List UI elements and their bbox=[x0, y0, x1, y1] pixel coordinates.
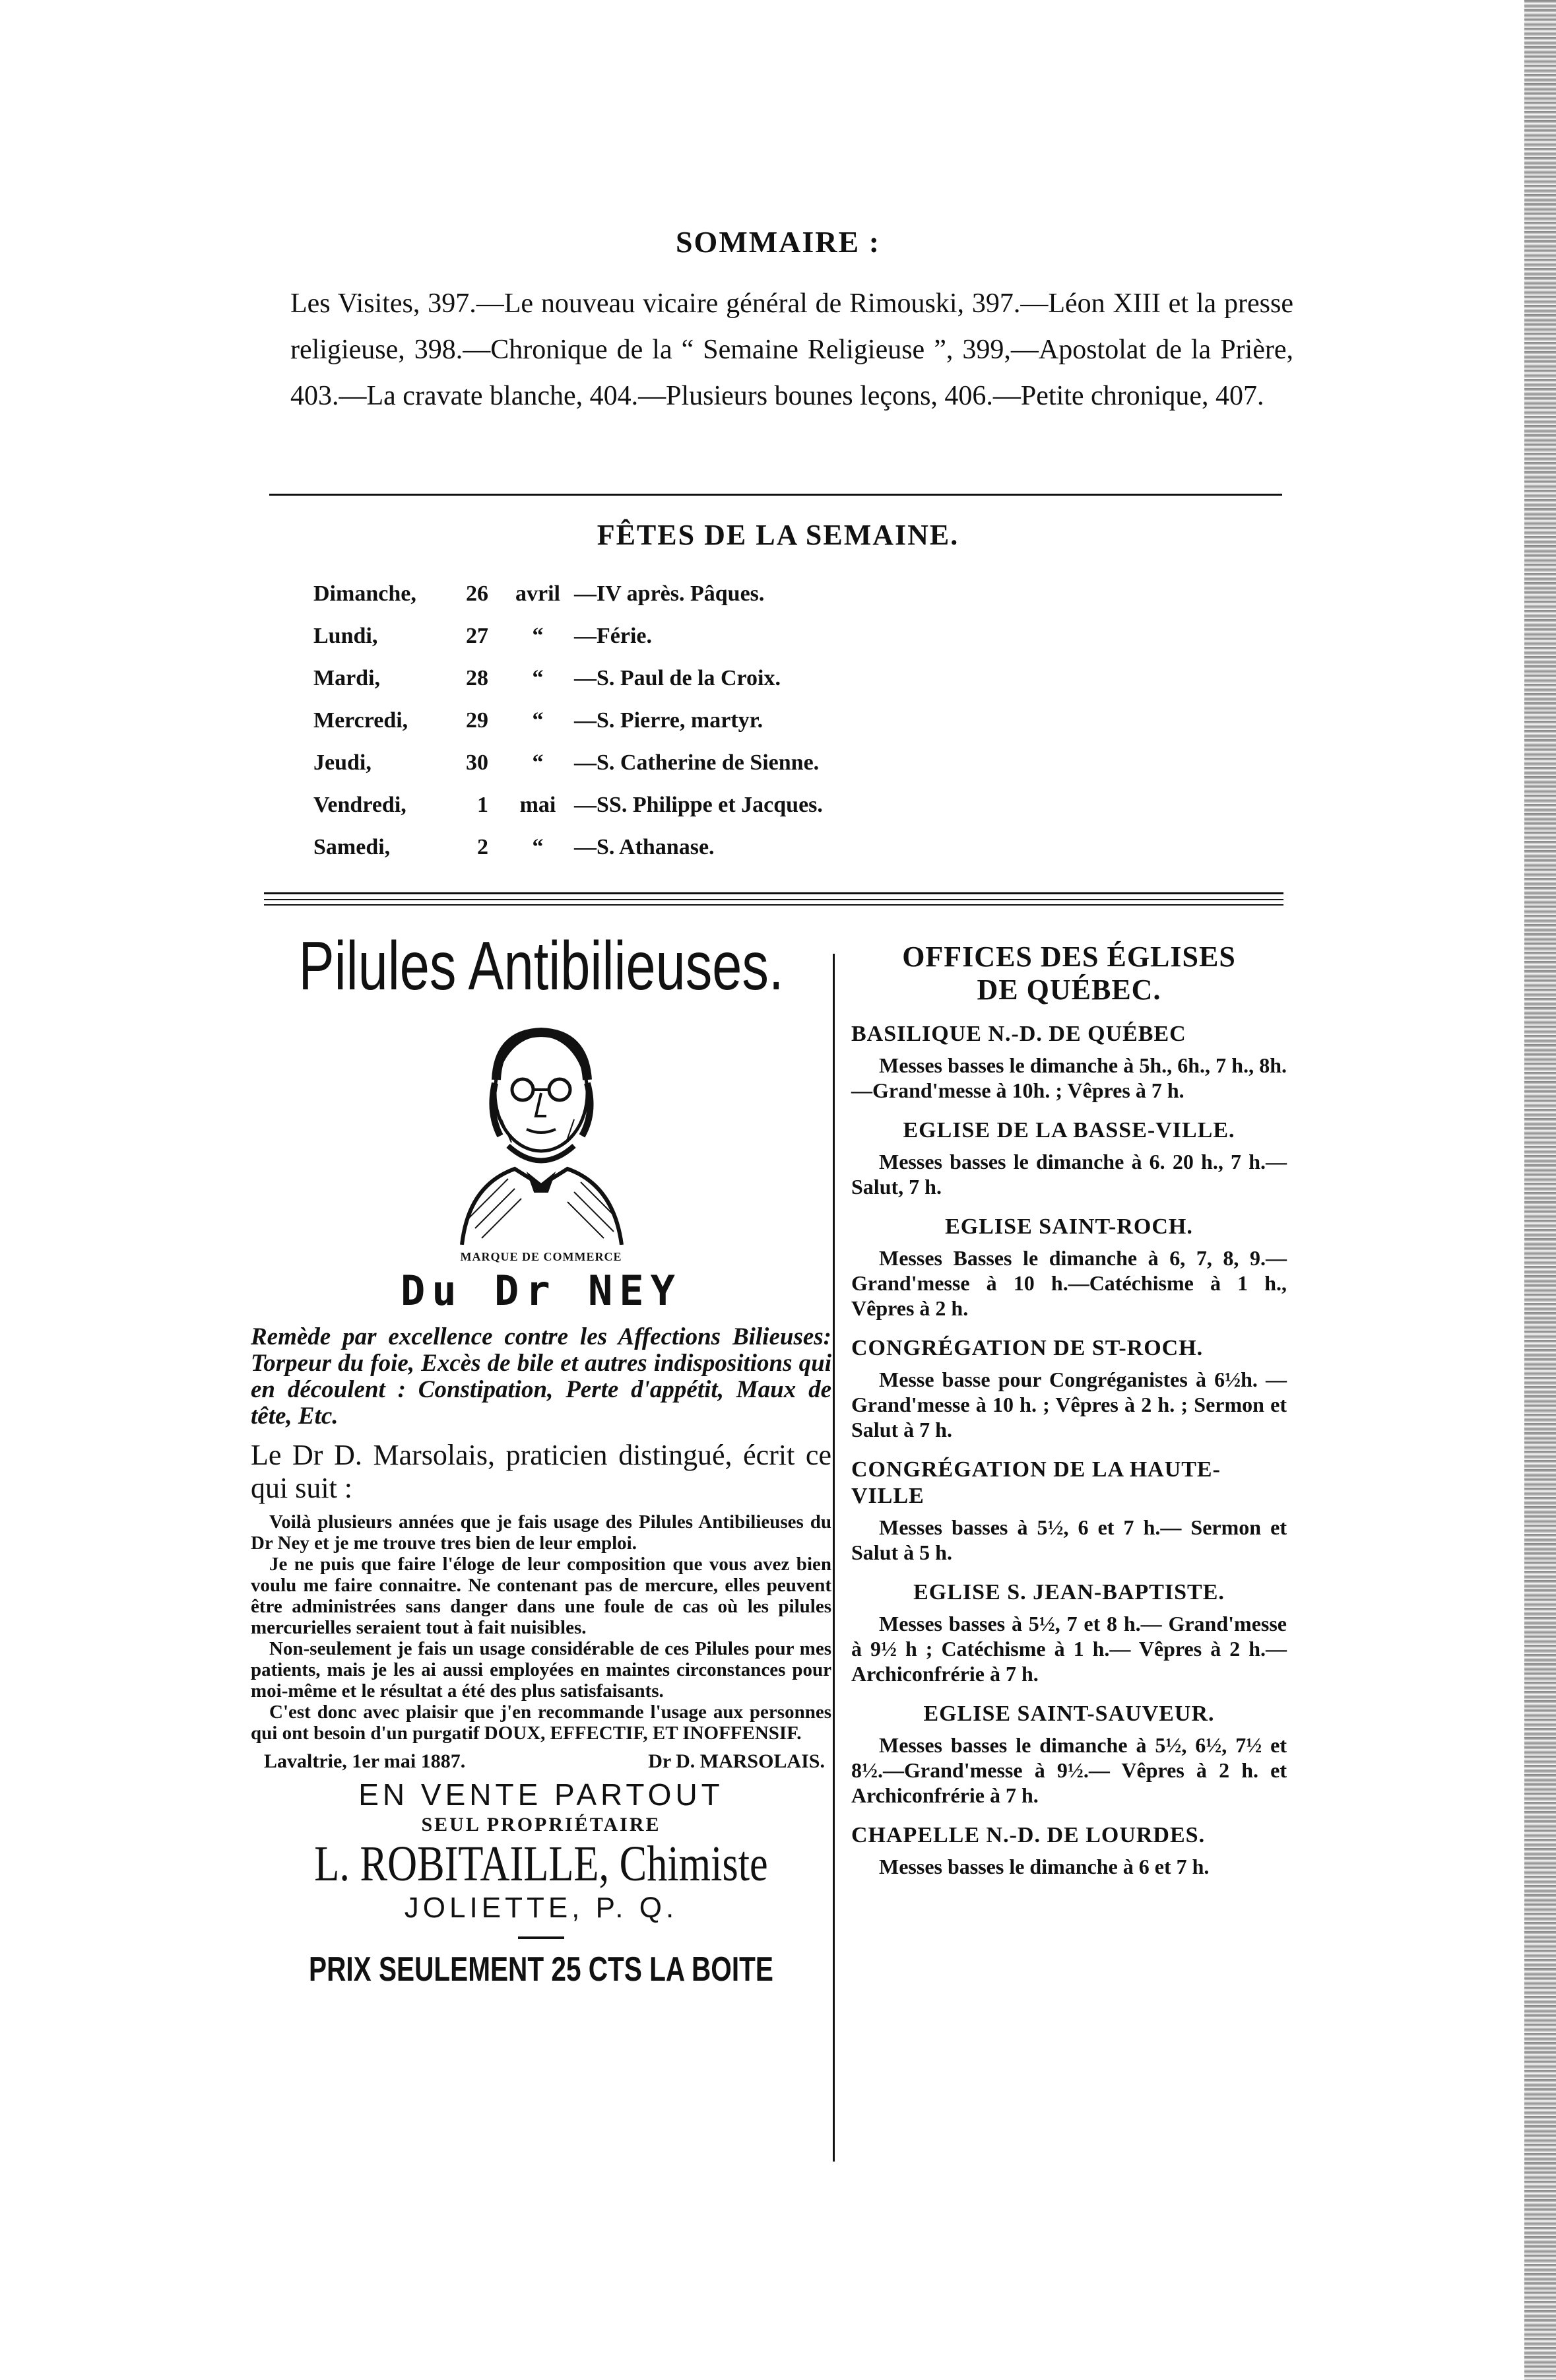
testimonial-paragraph: Je ne puis que faire l'éloge de leur composition que vous avez bien voulu me faire connaitre. Ne contenant pas de mercure, elles peuvent être administrées sans danger dans une foule de cas où les pilules mercurielles seraient tout à fait nuisibles. bbox=[251, 1554, 831, 1638]
church-list bbox=[851, 1021, 1287, 1879]
testimonial bbox=[251, 1511, 831, 1744]
feast-day: Mardi, bbox=[313, 666, 381, 690]
feast-num: 30 bbox=[466, 750, 488, 775]
feast-feast: —S. Paul de la Croix. bbox=[574, 666, 781, 690]
feast-month: “ bbox=[532, 835, 544, 859]
church-entry bbox=[851, 1214, 1287, 1321]
church-entry bbox=[851, 1335, 1287, 1442]
church-name: CONGRÉGATION DE LA HAUTE-VILLE bbox=[851, 1457, 1221, 1508]
price-rule bbox=[518, 1936, 564, 1939]
signature-place: Lavaltrie, 1er mai 1887. bbox=[264, 1750, 466, 1772]
church-hours: Messes basses à 5½, 6 et 7 h.— Sermon et Salut à 5 h. bbox=[851, 1515, 1287, 1564]
feast-feast: —Férie. bbox=[574, 624, 652, 648]
feast-num: 27 bbox=[466, 624, 488, 648]
portrait-engraving bbox=[449, 1020, 633, 1245]
church-name: EGLISE SAINT-SAUVEUR. bbox=[923, 1702, 1215, 1726]
church-entry bbox=[851, 1579, 1287, 1686]
double-divider-top bbox=[264, 892, 1283, 894]
feast-month: “ bbox=[532, 624, 544, 648]
feast-num: 29 bbox=[466, 708, 488, 733]
church-hours: Messes basses le dimanche à 6. 20 h., 7 h.—Salut, 7 h. bbox=[851, 1150, 1287, 1199]
sommaire-text: Les Visites, 397.—Le nouveau vicaire général de Rimouski, 397.—Léon XIII et la presse religieuse, 398.—Chronique de la “ Semaine Religieuse ”, 399,—Apostolat de la Prière, 403.—La cravate blanche, 404.—Plusieurs bounes leçons, 406.—Petite chronique, 407. bbox=[290, 288, 1293, 411]
church-name: CONGRÉGATION DE ST-ROCH. bbox=[851, 1336, 1204, 1360]
testimonial-paragraph: Non-seulement je fais un usage considérable de ces Pilules pour mes patients, mais je les ai aussi employées en maintes circonstances pour moi-même et le résultat a été des plus satisfaisants. bbox=[251, 1638, 831, 1702]
church-entry bbox=[851, 1021, 1287, 1103]
church-entry bbox=[851, 1822, 1287, 1879]
double-divider-third bbox=[264, 904, 1283, 906]
price: PRIX SEULEMENT 25 CTS LA BOITE bbox=[309, 1950, 773, 1989]
feast-feast: —S. Pierre, martyr. bbox=[574, 708, 763, 733]
feast-row bbox=[313, 784, 823, 826]
feast-row bbox=[313, 573, 823, 615]
church-hours: Messes basses le dimanche à 5h., 6h., 7 h., 8h.—Grand'messe à 10h. ; Vêpres à 7 h. bbox=[851, 1053, 1287, 1102]
double-divider-bottom bbox=[264, 899, 1283, 900]
feast-month: “ bbox=[532, 666, 544, 690]
offices-title bbox=[851, 941, 1287, 1007]
church-hours: Messes basses le dimanche à 6 et 7 h. bbox=[879, 1855, 1210, 1878]
feast-feast: —S. Catherine de Sienne. bbox=[574, 750, 820, 775]
testimonial-intro: Le Dr D. Marsolais, praticien distingué, écrit ce qui suit : bbox=[251, 1439, 831, 1504]
feast-month: “ bbox=[532, 750, 544, 775]
ad-title: Pilules Antibilieuses. bbox=[298, 928, 784, 1005]
feast-day: Jeudi, bbox=[313, 750, 372, 775]
feast-row bbox=[313, 826, 823, 869]
column-separator bbox=[833, 954, 835, 2162]
offices-title-line2: DE QUÉBEC. bbox=[977, 974, 1161, 1006]
scan-edge bbox=[1524, 0, 1556, 2380]
feast-feast: —SS. Philippe et Jacques. bbox=[574, 793, 823, 817]
feast-row bbox=[313, 700, 823, 742]
proprietor-city: JOLIETTE, P. Q. bbox=[404, 1892, 678, 1924]
church-hours: Messes basses le dimanche à 5½, 6½, 7½ et 8½.—Grand'messe à 9½.— Vêpres à 2 h. et Archiconfrérie à 7 h. bbox=[851, 1733, 1287, 1807]
feast-month: avril bbox=[515, 581, 560, 606]
signature-name: Dr D. MARSOLAIS. bbox=[648, 1750, 825, 1772]
church-entry bbox=[851, 1457, 1287, 1565]
feast-row bbox=[313, 742, 823, 784]
feast-day: Samedi, bbox=[313, 835, 391, 859]
advertisement bbox=[251, 927, 831, 1989]
offices-column bbox=[851, 941, 1287, 1879]
proprietor-name: L. ROBITAILLE, Chimiste bbox=[314, 1836, 768, 1892]
feast-month: mai bbox=[519, 793, 556, 817]
feast-num: 28 bbox=[466, 666, 488, 690]
fetes-title: FÊTES DE LA SEMAINE. bbox=[597, 519, 959, 551]
testimonial-paragraph: C'est donc avec plaisir que j'en recommande l'usage aux personnes qui ont besoin d'un purgatif DOUX, EFFECTIF, ET INOFFENSIF. bbox=[251, 1702, 831, 1744]
feast-num: 2 bbox=[477, 835, 488, 859]
testimonial-paragraph: Voilà plusieurs années que je fais usage des Pilules Antibilieuses du Dr Ney et je me trouve tres bien de leur emploi. bbox=[251, 1511, 831, 1554]
church-name: CHAPELLE N.-D. DE LOURDES. bbox=[851, 1823, 1206, 1847]
church-name: EGLISE SAINT-ROCH. bbox=[945, 1214, 1193, 1239]
offices-title-line1: OFFICES DES ÉGLISES bbox=[902, 941, 1236, 973]
feast-day: Mercredi, bbox=[313, 708, 408, 733]
feast-row bbox=[313, 657, 823, 700]
feast-day: Dimanche, bbox=[313, 581, 416, 606]
en-vente: EN VENTE PARTOUT bbox=[358, 1777, 724, 1812]
feast-num: 26 bbox=[466, 581, 488, 606]
feast-day: Lundi, bbox=[313, 624, 378, 648]
church-hours: Messes basses à 5½, 7 et 8 h.— Grand'messe à 9½ h ; Catéchisme à 1 h.— Vêpres à 2 h.— Archiconfrérie à 7 h. bbox=[851, 1612, 1287, 1686]
church-name: EGLISE S. JEAN-BAPTISTE. bbox=[913, 1580, 1225, 1604]
feast-row bbox=[313, 615, 823, 657]
divider bbox=[269, 494, 1282, 496]
feast-feast: —S. Athanase. bbox=[574, 835, 715, 859]
sommaire-title: SOMMAIRE : bbox=[675, 225, 881, 259]
feast-month: “ bbox=[532, 708, 544, 733]
church-hours: Messe basse pour Congréganistes à 6½h. — Grand'messe à 10 h. ; Vêpres à 2 h. ; Sermon et Salut à 7 h. bbox=[851, 1368, 1287, 1441]
church-entry bbox=[851, 1701, 1287, 1808]
feast-feast: —IV après. Pâques. bbox=[574, 581, 765, 606]
brand-name: Du Dr NEY bbox=[401, 1267, 682, 1315]
feast-num: 1 bbox=[477, 793, 488, 817]
feast-day: Vendredi, bbox=[313, 793, 406, 817]
church-entry bbox=[851, 1117, 1287, 1199]
trademark-caption: MARQUE DE COMMERCE bbox=[460, 1250, 622, 1263]
church-hours: Messes Basses le dimanche à 6, 7, 8, 9.—Grand'messe à 10 h.—Catéchisme à 1 h., Vêpres à 2 h. bbox=[851, 1246, 1287, 1320]
remedy-description: Remède par excellence contre les Affections Bilieuses: Torpeur du foie, Excès de bile et autres indispositions qui en découlent : Constipation, Perte d'appétit, Maux de tête, Etc. bbox=[251, 1323, 831, 1430]
seul-proprietaire: SEUL PROPRIÉTAIRE bbox=[421, 1814, 661, 1835]
signature-line bbox=[251, 1750, 831, 1773]
church-name: BASILIQUE N.-D. DE QUÉBEC bbox=[851, 1022, 1186, 1046]
fetes-table bbox=[313, 573, 823, 869]
church-name: EGLISE DE LA BASSE-VILLE. bbox=[903, 1118, 1235, 1142]
